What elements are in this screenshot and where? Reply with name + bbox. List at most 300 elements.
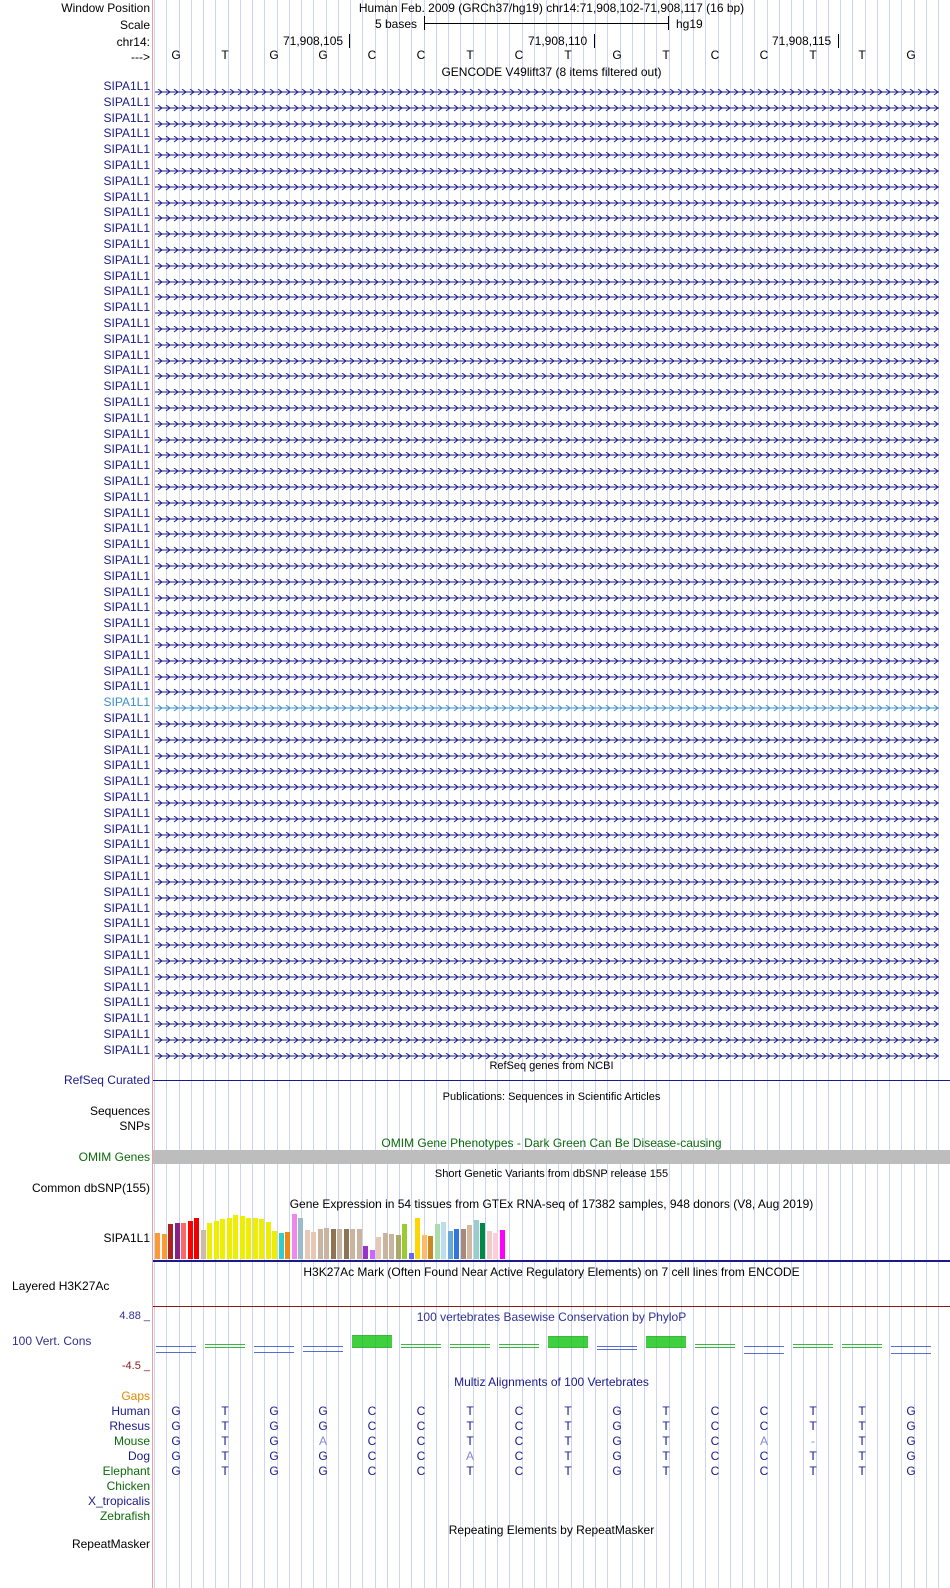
- gtex-tissue-bar[interactable]: [305, 1230, 310, 1259]
- gencode-transcript[interactable]: [155, 336, 939, 343]
- omim-gene-bar[interactable]: [153, 1150, 950, 1164]
- alignment-base: C: [759, 1419, 769, 1433]
- alignment-base: T: [466, 1404, 474, 1418]
- phylop-score-mark: [450, 1344, 490, 1348]
- alignment-base: T: [564, 1449, 572, 1463]
- gencode-gene-label[interactable]: SIPA1L1: [103, 742, 150, 757]
- gencode-transcript[interactable]: [155, 889, 939, 896]
- gencode-transcript[interactable]: [155, 589, 939, 596]
- alignment-base: T: [466, 1464, 474, 1478]
- gtex-tissue-bar[interactable]: [279, 1233, 284, 1259]
- gencode-gene-label[interactable]: SIPA1L1: [103, 537, 150, 552]
- gencode-gene-label[interactable]: SIPA1L1: [103, 268, 150, 283]
- gencode-gene-label[interactable]: SIPA1L1: [103, 410, 150, 425]
- phylop-track-label[interactable]: 100 Vert. Cons: [12, 1334, 92, 1348]
- position-tick-mark-1: [349, 34, 350, 48]
- gencode-gene-label[interactable]: SIPA1L1: [103, 616, 150, 631]
- species-label[interactable]: X_tropicalis: [87, 1494, 150, 1508]
- alignment-base: C: [514, 1419, 524, 1433]
- species-label[interactable]: Rhesus: [109, 1419, 150, 1433]
- alignment-base: C: [514, 1464, 524, 1478]
- gtex-tissue-bar[interactable]: [493, 1233, 498, 1259]
- gtex-tissue-bar[interactable]: [298, 1218, 303, 1259]
- gencode-gene-label[interactable]: SIPA1L1: [103, 726, 150, 741]
- alignment-base: T: [858, 1419, 866, 1433]
- gencode-transcript[interactable]: [155, 541, 939, 548]
- gencode-transcript[interactable]: [155, 747, 939, 754]
- alignment-base: A: [759, 1434, 768, 1448]
- alignment-base: T: [809, 1404, 817, 1418]
- alignment-base: C: [759, 1404, 769, 1418]
- refseq-track-label[interactable]: RefSeq Curated: [63, 1073, 150, 1087]
- alignment-base: T: [858, 1404, 866, 1418]
- alignment-base: T: [221, 1434, 229, 1448]
- gtex-tissue-bar[interactable]: [207, 1223, 212, 1259]
- gencode-transcript[interactable]: [155, 999, 939, 1006]
- gtex-tissue-bar[interactable]: [480, 1223, 485, 1259]
- gtex-tissue-bar[interactable]: [474, 1220, 479, 1259]
- alignment-base: A: [318, 1434, 327, 1448]
- gencode-gene-label[interactable]: SIPA1L1: [103, 884, 150, 899]
- gencode-gene-label[interactable]: SIPA1L1: [103, 584, 150, 599]
- alignment-base: T: [564, 1404, 572, 1418]
- gencode-transcript[interactable]: [155, 1015, 939, 1022]
- gtex-tissue-bar[interactable]: [363, 1246, 368, 1259]
- reference-base: T: [221, 48, 229, 62]
- gencode-transcript[interactable]: [155, 99, 939, 106]
- gencode-gene-label[interactable]: SIPA1L1: [103, 158, 150, 172]
- alignment-base: C: [367, 1404, 377, 1418]
- gtex-tissue-bar[interactable]: [272, 1231, 277, 1259]
- gencode-transcript[interactable]: [155, 194, 939, 201]
- gencode-gene-label[interactable]: SIPA1L1: [103, 963, 150, 978]
- gencode-transcript[interactable]: [155, 130, 939, 137]
- gencode-transcript[interactable]: [155, 810, 939, 817]
- gencode-transcript[interactable]: [155, 920, 939, 927]
- gtex-tissue-bar[interactable]: [344, 1229, 349, 1259]
- alignment-base: T: [662, 1464, 670, 1478]
- alignment-base: T: [564, 1434, 572, 1448]
- gencode-transcript[interactable]: [155, 399, 939, 406]
- species-label[interactable]: Mouse: [113, 1434, 150, 1448]
- phylop-score-mark: [401, 1344, 441, 1348]
- gencode-transcript[interactable]: [155, 446, 939, 453]
- gencode-gene-label[interactable]: SIPA1L1: [103, 505, 150, 520]
- gencode-transcript[interactable]: [155, 841, 939, 848]
- gencode-gene-label[interactable]: SIPA1L1: [103, 442, 150, 457]
- repeatmasker-track-title: Repeating Elements by RepeatMasker: [448, 1523, 655, 1537]
- gtex-tissue-bar[interactable]: [214, 1221, 219, 1259]
- gencode-transcript[interactable]: [155, 604, 939, 611]
- gtex-tissue-bar[interactable]: [467, 1225, 472, 1259]
- gencode-gene-label[interactable]: SIPA1L1: [103, 711, 150, 725]
- alignment-base: G: [269, 1434, 279, 1448]
- gencode-gene-label[interactable]: SIPA1L1: [103, 553, 150, 567]
- gtex-tissue-bar[interactable]: [331, 1229, 336, 1259]
- gtex-tissue-bar[interactable]: [155, 1233, 160, 1259]
- phylop-score-mark: [205, 1344, 245, 1348]
- reference-base: C: [759, 48, 769, 62]
- species-label[interactable]: Dog: [127, 1449, 150, 1463]
- gencode-transcript[interactable]: [155, 683, 939, 690]
- gencode-gene-label[interactable]: SIPA1L1: [103, 252, 150, 267]
- gencode-gene-label[interactable]: SIPA1L1: [103, 110, 150, 125]
- gaps-label: Gaps: [121, 1389, 150, 1403]
- gencode-transcript[interactable]: [155, 478, 939, 485]
- gtex-tissue-bar[interactable]: [227, 1218, 232, 1259]
- gtex-tissue-bar[interactable]: [233, 1215, 238, 1259]
- phylop-score-mark: [352, 1335, 392, 1348]
- phylop-score-mark: [842, 1344, 882, 1348]
- gencode-transcript[interactable]: [155, 525, 939, 532]
- gencode-gene-label[interactable]: SIPA1L1: [103, 837, 150, 852]
- gtex-tissue-bar[interactable]: [285, 1232, 290, 1259]
- gencode-gene-label[interactable]: SIPA1L1: [103, 790, 150, 804]
- publications-label-snps[interactable]: SNPs: [119, 1119, 150, 1133]
- gencode-transcript[interactable]: [155, 320, 939, 327]
- gtex-track-title: Gene Expression in 54 tissues from GTEx RNA-seq of 17382 samples, 948 donors (V8, Aug 2019): [289, 1197, 814, 1211]
- gencode-transcript[interactable]: [155, 936, 939, 943]
- gtex-tissue-bar[interactable]: [188, 1221, 193, 1259]
- gencode-transcript[interactable]: [155, 905, 939, 912]
- gencode-transcript[interactable]: [155, 857, 939, 864]
- alignment-base: C: [367, 1419, 377, 1433]
- alignment-base: T: [809, 1419, 817, 1433]
- gtex-tissue-bar[interactable]: [220, 1219, 225, 1259]
- gencode-gene-label[interactable]: SIPA1L1: [103, 979, 150, 994]
- gencode-transcript[interactable]: [155, 652, 939, 659]
- alignment-base: T: [221, 1449, 229, 1463]
- alignment-base: C: [514, 1449, 524, 1463]
- alignment-base: G: [269, 1449, 279, 1463]
- gencode-gene-label[interactable]: SIPA1L1: [103, 379, 150, 394]
- gtex-tissue-bar[interactable]: [402, 1224, 407, 1259]
- gencode-transcript[interactable]: [155, 620, 939, 627]
- gencode-transcript[interactable]: [155, 762, 939, 769]
- alignment-base: C: [416, 1464, 426, 1478]
- gencode-gene-label[interactable]: SIPA1L1: [103, 237, 150, 251]
- gencode-gene-label[interactable]: SIPA1L1: [103, 426, 150, 441]
- reference-base: T: [858, 48, 866, 62]
- gtex-tissue-bar[interactable]: [441, 1222, 446, 1259]
- gencode-gene-label[interactable]: SIPA1L1: [103, 395, 150, 409]
- assembly-label: hg19: [676, 17, 703, 31]
- reference-base: C: [416, 48, 426, 62]
- track-data-area[interactable]: [153, 0, 950, 1588]
- gencode-gene-label[interactable]: SIPA1L1: [103, 600, 150, 615]
- scale-label: Scale: [119, 18, 150, 32]
- gencode-gene-label[interactable]: SIPA1L1: [103, 805, 150, 820]
- gencode-gene-label[interactable]: SIPA1L1: [103, 126, 150, 141]
- alignment-base: T: [809, 1449, 817, 1463]
- dbsnp-track-label[interactable]: Common dbSNP(155): [31, 1181, 150, 1195]
- gencode-gene-label[interactable]: SIPA1L1: [103, 1027, 150, 1041]
- gencode-gene-label[interactable]: SIPA1L1: [103, 647, 150, 662]
- phylop-score-mark: [303, 1346, 343, 1352]
- gtex-tissue-bar[interactable]: [415, 1218, 420, 1259]
- alignment-base: G: [269, 1404, 279, 1418]
- alignment-base: T: [662, 1404, 670, 1418]
- gencode-gene-label[interactable]: SIPA1L1: [103, 221, 150, 236]
- alignment-base: -: [811, 1434, 815, 1448]
- gtex-tissue-bar[interactable]: [162, 1234, 167, 1259]
- reference-base: C: [367, 48, 377, 62]
- alignment-base: T: [221, 1404, 229, 1418]
- gencode-gene-label[interactable]: SIPA1L1: [103, 932, 150, 947]
- scale-bar: [424, 16, 669, 30]
- alignment-base: G: [171, 1434, 181, 1448]
- gencode-transcript[interactable]: [155, 178, 939, 185]
- species-label[interactable]: Human: [111, 1404, 150, 1418]
- gencode-transcript[interactable]: [155, 162, 939, 169]
- reference-base: T: [809, 48, 817, 62]
- alignment-base: C: [416, 1404, 426, 1418]
- gencode-transcript[interactable]: [155, 494, 939, 501]
- species-label[interactable]: Zebrafish: [99, 1509, 150, 1523]
- gencode-gene-label[interactable]: SIPA1L1: [103, 948, 150, 962]
- gencode-transcript[interactable]: [155, 778, 939, 785]
- alignment-base: C: [710, 1464, 720, 1478]
- gtex-tissue-bar[interactable]: [175, 1223, 180, 1259]
- gencode-gene-label[interactable]: SIPA1L1: [103, 316, 150, 330]
- alignment-base: G: [171, 1404, 181, 1418]
- gencode-transcript[interactable]: [155, 225, 939, 232]
- gencode-gene-label[interactable]: SIPA1L1: [103, 821, 150, 836]
- alignment-base: T: [221, 1419, 229, 1433]
- gencode-transcript[interactable]: [155, 557, 939, 564]
- phylop-score-mark: [646, 1336, 686, 1348]
- gtex-tissue-bar[interactable]: [194, 1218, 199, 1259]
- reference-base: G: [612, 48, 622, 62]
- gencode-gene-label[interactable]: SIPA1L1: [103, 205, 150, 220]
- gencode-transcript[interactable]: [155, 83, 939, 90]
- gtex-tissue-bar[interactable]: [240, 1216, 245, 1259]
- phylop-score-mark: [499, 1344, 539, 1348]
- gencode-transcript[interactable]: [155, 510, 939, 517]
- gencode-transcript[interactable]: [155, 304, 939, 311]
- publications-label-sequences[interactable]: Sequences: [89, 1104, 150, 1118]
- gencode-transcript[interactable]: [155, 415, 939, 422]
- gtex-tissue-bar[interactable]: [324, 1228, 329, 1259]
- gencode-transcript[interactable]: [155, 794, 939, 801]
- gencode-gene-label[interactable]: SIPA1L1: [103, 853, 150, 868]
- gencode-transcript[interactable]: [155, 462, 939, 469]
- alignment-base: C: [759, 1449, 769, 1463]
- gencode-gene-label[interactable]: SIPA1L1: [103, 284, 150, 299]
- alignment-base: C: [416, 1434, 426, 1448]
- gencode-gene-label[interactable]: SIPA1L1: [103, 1042, 150, 1057]
- gencode-transcript[interactable]: [155, 668, 939, 675]
- gencode-gene-label[interactable]: SIPA1L1: [103, 173, 150, 188]
- gencode-transcript[interactable]: [155, 715, 939, 722]
- gtex-tissue-bar[interactable]: [448, 1231, 453, 1259]
- gencode-gene-label[interactable]: SIPA1L1: [103, 869, 150, 883]
- gencode-transcript[interactable]: [155, 257, 939, 264]
- gencode-gene-label[interactable]: SIPA1L1: [103, 474, 150, 488]
- position-tick-2: 71,908,110: [528, 34, 588, 48]
- gencode-transcript[interactable]: [155, 826, 939, 833]
- gencode-gene-label[interactable]: SIPA1L1: [103, 758, 150, 773]
- gtex-tissue-bar[interactable]: [357, 1229, 362, 1259]
- multiz-track-title: Multiz Alignments of 100 Vertebrates: [454, 1375, 649, 1389]
- alignment-base: G: [612, 1449, 622, 1463]
- reference-base: G: [269, 48, 279, 62]
- gtex-tissue-bar[interactable]: [396, 1235, 401, 1259]
- phylop-score-mark: [744, 1346, 784, 1354]
- gtex-tissue-bar[interactable]: [311, 1232, 316, 1259]
- gencode-transcript[interactable]: [155, 873, 939, 880]
- alignment-base: G: [318, 1419, 328, 1433]
- repeatmasker-track-label[interactable]: RepeatMasker: [71, 1537, 150, 1551]
- gencode-gene-label[interactable]: SIPA1L1: [103, 347, 150, 362]
- gencode-transcript[interactable]: [155, 115, 939, 122]
- position-tick-mark-2: [594, 34, 595, 48]
- gencode-gene-label[interactable]: SIPA1L1: [103, 1011, 150, 1026]
- gtex-tissue-bar[interactable]: [259, 1219, 264, 1259]
- species-label[interactable]: Chicken: [106, 1479, 150, 1493]
- refseq-track-line: [153, 1080, 950, 1081]
- phylop-score-mark: [156, 1346, 196, 1353]
- gencode-gene-label[interactable]: SIPA1L1: [103, 363, 150, 378]
- alignment-base: G: [906, 1449, 916, 1463]
- alignment-base: C: [710, 1419, 720, 1433]
- alignment-base: C: [710, 1434, 720, 1448]
- gtex-tissue-bar[interactable]: [168, 1224, 173, 1259]
- gencode-gene-label[interactable]: SIPA1L1: [103, 79, 150, 93]
- gencode-transcript[interactable]: [155, 209, 939, 216]
- gencode-gene-label[interactable]: SIPA1L1: [103, 916, 150, 931]
- gencode-transcript[interactable]: [155, 146, 939, 153]
- phylop-min-label: -4.5 _: [121, 1360, 150, 1372]
- gencode-gene-label[interactable]: SIPA1L1: [103, 995, 150, 1010]
- gtex-tissue-bar[interactable]: [428, 1236, 433, 1259]
- gencode-gene-label[interactable]: SIPA1L1: [103, 568, 150, 583]
- publications-track-title: Publications: Sequences in Scientific Articles: [442, 1091, 661, 1103]
- gencode-transcript[interactable]: [155, 431, 939, 438]
- gencode-transcript[interactable]: [155, 984, 939, 991]
- gencode-gene-label[interactable]: SIPA1L1: [103, 521, 150, 536]
- gencode-gene-label[interactable]: SIPA1L1: [103, 94, 150, 109]
- gtex-tissue-bar[interactable]: [246, 1218, 251, 1259]
- gencode-gene-label[interactable]: SIPA1L1: [103, 331, 150, 346]
- gencode-transcript[interactable]: [155, 731, 939, 738]
- gencode-transcript[interactable]: [155, 573, 939, 580]
- alignment-base: T: [858, 1449, 866, 1463]
- gtex-tissue-bar[interactable]: [370, 1250, 375, 1259]
- gtex-tissue-bar[interactable]: [422, 1235, 427, 1259]
- gencode-gene-label[interactable]: SIPA1L1: [103, 300, 150, 315]
- gencode-gene-label[interactable]: SIPA1L1: [103, 189, 150, 204]
- gencode-transcript[interactable]: [155, 383, 939, 390]
- phylop-max-label: 4.88 _: [119, 1310, 150, 1322]
- gencode-transcript[interactable]: [155, 1031, 939, 1038]
- alignment-base: T: [809, 1464, 817, 1478]
- gtex-tissue-bar[interactable]: [376, 1237, 381, 1259]
- species-label[interactable]: Elephant: [102, 1464, 150, 1478]
- alignment-base: G: [906, 1404, 916, 1418]
- gencode-gene-label[interactable]: SIPA1L1: [103, 458, 150, 473]
- gtex-tissue-bar[interactable]: [318, 1229, 323, 1259]
- gtex-tissue-bar[interactable]: [181, 1223, 186, 1259]
- alignment-base: T: [662, 1449, 670, 1463]
- gencode-transcript[interactable]: [155, 352, 939, 359]
- alignment-base: C: [367, 1464, 377, 1478]
- gencode-gene-label[interactable]: SIPA1L1: [103, 679, 150, 694]
- gencode-transcript[interactable]: [155, 699, 939, 706]
- alignment-base: C: [416, 1419, 426, 1433]
- gtex-tissue-bar[interactable]: [201, 1230, 206, 1259]
- alignment-base: T: [466, 1419, 474, 1433]
- alignment-base: T: [662, 1434, 670, 1448]
- gtex-tissue-bar[interactable]: [454, 1229, 459, 1259]
- alignment-base: C: [710, 1404, 720, 1418]
- omim-track-title: OMIM Gene Phenotypes - Dark Green Can Be Disease-causing: [381, 1136, 722, 1150]
- gencode-transcript[interactable]: [155, 636, 939, 643]
- gtex-tissue-bar[interactable]: [389, 1234, 394, 1259]
- h3k27ac-track-title: H3K27Ac Mark (Often Found Near Active Regulatory Elements) on 7 cell lines from ENCODE: [303, 1265, 800, 1279]
- omim-track-label[interactable]: OMIM Genes: [78, 1150, 150, 1164]
- gencode-gene-label[interactable]: SIPA1L1: [103, 489, 150, 504]
- gtex-tissue-bar[interactable]: [292, 1214, 297, 1259]
- gencode-gene-label[interactable]: SIPA1L1: [103, 900, 150, 915]
- alignment-base: G: [318, 1404, 328, 1418]
- gencode-transcript[interactable]: [155, 952, 939, 959]
- reference-base: T: [662, 48, 670, 62]
- gtex-tissue-bar[interactable]: [435, 1224, 440, 1259]
- reference-base: C: [710, 48, 720, 62]
- refseq-track-title: RefSeq genes from NCBI: [489, 1060, 614, 1072]
- phylop-track-title: 100 vertebrates Basewise Conservation by PhyloP: [416, 1310, 687, 1324]
- gtex-tissue-bar[interactable]: [461, 1229, 466, 1259]
- h3k27ac-track-label[interactable]: Layered H3K27Ac: [12, 1279, 110, 1293]
- gencode-gene-label[interactable]: SIPA1L1: [103, 663, 150, 678]
- position-tick-3: 71,908,115: [772, 34, 832, 48]
- phylop-score-mark: [548, 1336, 588, 1348]
- gtex-track-label[interactable]: SIPA1L1: [103, 1231, 150, 1245]
- phylop-conservation-plot[interactable]: [153, 1326, 950, 1366]
- gencode-gene-label[interactable]: SIPA1L1: [103, 695, 150, 710]
- dbsnp-track-title: Short Genetic Variants from dbSNP release 155: [434, 1168, 669, 1180]
- gencode-gene-label[interactable]: SIPA1L1: [103, 632, 150, 646]
- gtex-tissue-bar[interactable]: [500, 1230, 505, 1259]
- gencode-gene-label[interactable]: SIPA1L1: [103, 142, 150, 157]
- alignment-base: T: [662, 1419, 670, 1433]
- gtex-tissue-bar[interactable]: [337, 1229, 342, 1259]
- reference-base: G: [906, 48, 916, 62]
- gtex-tissue-bar[interactable]: [409, 1253, 414, 1259]
- gencode-gene-label[interactable]: SIPA1L1: [103, 774, 150, 789]
- gtex-expression-bars[interactable]: [155, 1210, 535, 1259]
- gtex-tissue-bar[interactable]: [253, 1218, 258, 1259]
- window-position-value: Human Feb. 2009 (GRCh37/hg19) chr14:71,908,102-71,908,117 (16 bp): [358, 1, 745, 15]
- alignment-base: C: [416, 1449, 426, 1463]
- gtex-tissue-bar[interactable]: [350, 1229, 355, 1259]
- gencode-transcript[interactable]: [155, 968, 939, 975]
- alignment-base: G: [171, 1419, 181, 1433]
- alignment-base: T: [564, 1419, 572, 1433]
- alignment-base: C: [367, 1449, 377, 1463]
- reference-base: C: [514, 48, 524, 62]
- gtex-tissue-bar[interactable]: [383, 1233, 388, 1259]
- gtex-tissue-bar[interactable]: [266, 1222, 271, 1259]
- gencode-transcript[interactable]: [155, 288, 939, 295]
- gencode-transcript[interactable]: [155, 1047, 939, 1054]
- gencode-transcript[interactable]: [155, 273, 939, 280]
- alignment-base: T: [858, 1434, 866, 1448]
- gtex-tissue-bar[interactable]: [487, 1231, 492, 1259]
- gencode-transcript[interactable]: [155, 367, 939, 374]
- gencode-transcript[interactable]: [155, 241, 939, 248]
